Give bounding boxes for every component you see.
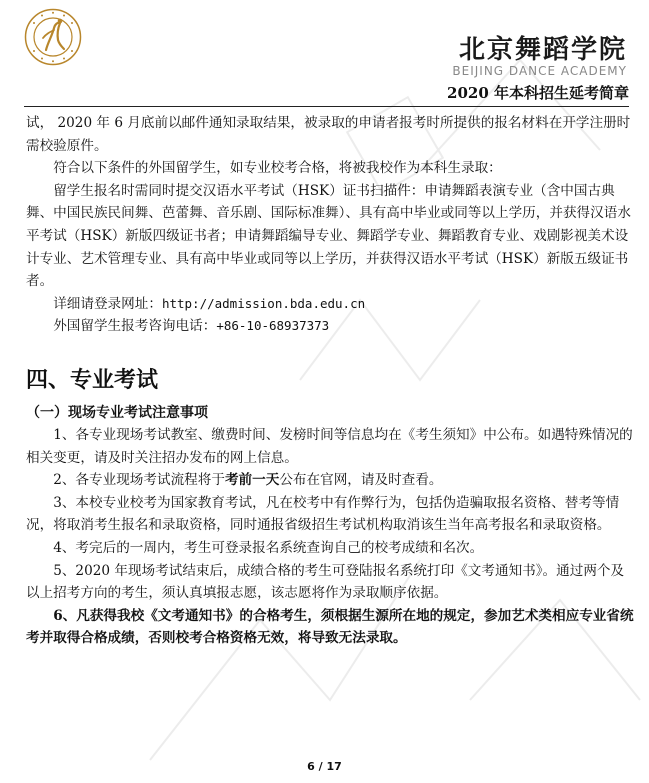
list-item-4: 4、考完后的一周内，考生可登录报名系统查询自己的校考成绩和名次。 <box>53 539 484 556</box>
phone-line <box>26 315 636 338</box>
paragraph-foreign-students: 符合以下条件的外国留学生，如专业校考合格，将被我校作为本科生录取： <box>53 160 502 177</box>
section-heading: 四、专业考试 <box>26 367 159 393</box>
paragraph-admission-notice: 试， 2020 年 6 月底前以邮件通知录取结果，被录取的申请者报考时所提供的报名材料在开学注册时需校验原件。 <box>26 115 631 154</box>
list-item-2-bold: 考前一天 <box>224 472 280 489</box>
list-item-5: 5、2020 年现场考试结束后，成绩合格的考生可登陆报名系统打印《文考通知书》。通过两个及以上招考方向的考生，须认真填报志愿，该志愿将作为录取顺序依据。 <box>26 562 625 602</box>
list-item-3: 3、本校专业校考为国家教育考试，凡在校考中有作弊行为，包括伪造骗取报名资格、替考等情况，将取消考生报名和录取资格，同时通报省级招生考试机构取消该生当年高考报名和录取资格。 <box>26 494 620 534</box>
page-content <box>26 112 636 650</box>
subsection-heading: （一）现场专业考试注意事项 <box>26 404 208 421</box>
list-item-2 <box>26 469 636 492</box>
list-item-6: 6、凡获得我校《文考通知书》的合格考生，须根据生源所在地的规定，参加艺术类相应专业省统考并取得合格成绩，否则校考合格资格无效，将导致无法录取。 <box>26 607 634 647</box>
list-item-2-before: 2、各专业现场考试流程将于 <box>53 472 225 489</box>
website-label: 详细请登录网址： <box>53 295 162 312</box>
list-item-2-after: 公布在官网，请及时查看。 <box>279 472 443 489</box>
header-divider <box>24 106 629 107</box>
list-item-1: 1、各专业现场考试教室、缴费时间、发榜时间等信息均在《考生须知》中公布。如遇特殊情况的相关变更，请及时关注招办发布的网上信息。 <box>26 426 633 466</box>
beijing-dance-academy-seal-icon <box>24 8 82 66</box>
website-link[interactable]: http://admission.bda.edu.cn <box>161 295 366 311</box>
header-brand <box>452 36 627 78</box>
school-name-en: BEIJING DANCE ACADEMY <box>452 64 627 78</box>
page-number: 6 / 17 <box>307 760 342 773</box>
phone-label: 外国留学生报考咨询电话： <box>53 318 217 335</box>
phone-number: +86-10-68937373 <box>216 318 330 334</box>
school-name-cn: 北京舞蹈学院 <box>458 35 627 65</box>
paragraph-hsk-requirements: 留学生报名时需同时提交汉语水平考试（HSK）证书扫描件：申请舞蹈表演专业（含中国古典舞、中国民族民间舞、芭蕾舞、音乐剧、国际标准舞）、具有高中毕业或同等以上学历，并获得汉语水平考试（HSK）新版四级证书者；申请舞蹈编导专业、舞蹈学专业、舞蹈教育专业、戏剧影视美术设计专业、艺术管理专业、具有高中毕业或同等以上学历，并获得汉语水平考试（HSK）新版五级证书者。 <box>26 182 631 290</box>
website-line <box>26 293 636 316</box>
document-title: 2020 年本科招生延考简章 <box>447 84 629 102</box>
